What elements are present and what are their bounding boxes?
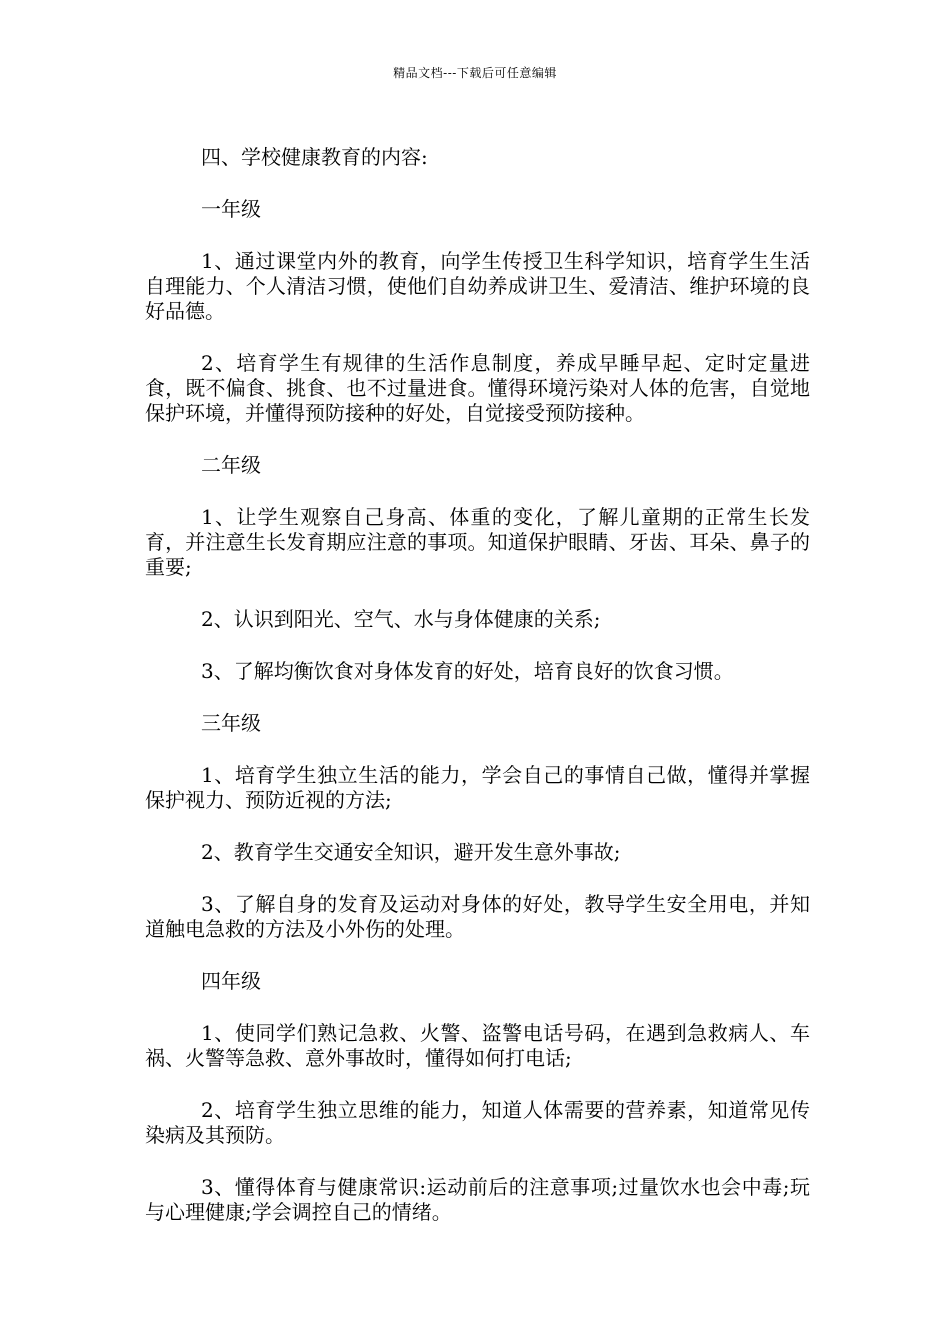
grade-1-item-1: 1、通过课堂内外的教育，向学生传授卫生科学知识，培育学生生活自理能力、个人清洁习惯，使他们自幼养成讲卫生、爱清洁、维护环境的良好品德。 <box>145 249 810 323</box>
grade-2-item-1: 1、让学生观察自己身高、体重的变化，了解儿童期的正常生长发育，并注意生长发育期应注意的事项。知道保护眼睛、牙齿、耳朵、鼻子的重要; <box>145 505 810 579</box>
grade-4-title: 四年级 <box>201 969 261 993</box>
section-title: 四、学校健康教育的内容: <box>201 145 428 169</box>
grade-4-item-2: 2、培育学生独立思维的能力，知道人体需要的营养素，知道常见传染病及其预防。 <box>145 1098 810 1147</box>
grade-4-item-1: 1、使同学们熟记急救、火警、盗警电话号码，在遇到急救病人、车祸、火警等急救、意外事故时，懂得如何打电话; <box>145 1021 810 1070</box>
grade-2-item-3: 3、了解均衡饮食对身体发育的好处，培育良好的饮食习惯。 <box>201 659 734 683</box>
grade-2-item-2: 2、认识到阳光、空气、水与身体健康的关系; <box>201 607 601 631</box>
grade-1-title: 一年级 <box>201 197 261 221</box>
grade-3-item-1: 1、培育学生独立生活的能力，学会自己的事情自己做，懂得并掌握保护视力、预防近视的方法; <box>145 763 810 812</box>
grade-3-title: 三年级 <box>201 711 261 735</box>
page-header: 精品文档---下载后可任意编辑 <box>393 66 557 80</box>
grade-4-item-3: 3、懂得体育与健康常识:运动前后的注意事项;过量饮水也会中毒;玩与心理健康;学会调控自己的情绪。 <box>145 1175 810 1224</box>
grade-3-item-2: 2、教育学生交通安全知识，避开发生意外事故; <box>201 840 621 864</box>
grade-2-title: 二年级 <box>201 453 261 477</box>
document-body <box>145 145 810 1252</box>
grade-3-item-3: 3、了解自身的发育及运动对身体的好处，教导学生安全用电，并知道触电急救的方法及小外伤的处理。 <box>145 892 810 941</box>
grade-1-item-2: 2、培育学生有规律的生活作息制度，养成早睡早起、定时定量进食，既不偏食、挑食、也不过量进食。懂得环境污染对人体的危害，自觉地保护环境，并懂得预防接种的好处，自觉接受预防接种。 <box>145 351 810 425</box>
